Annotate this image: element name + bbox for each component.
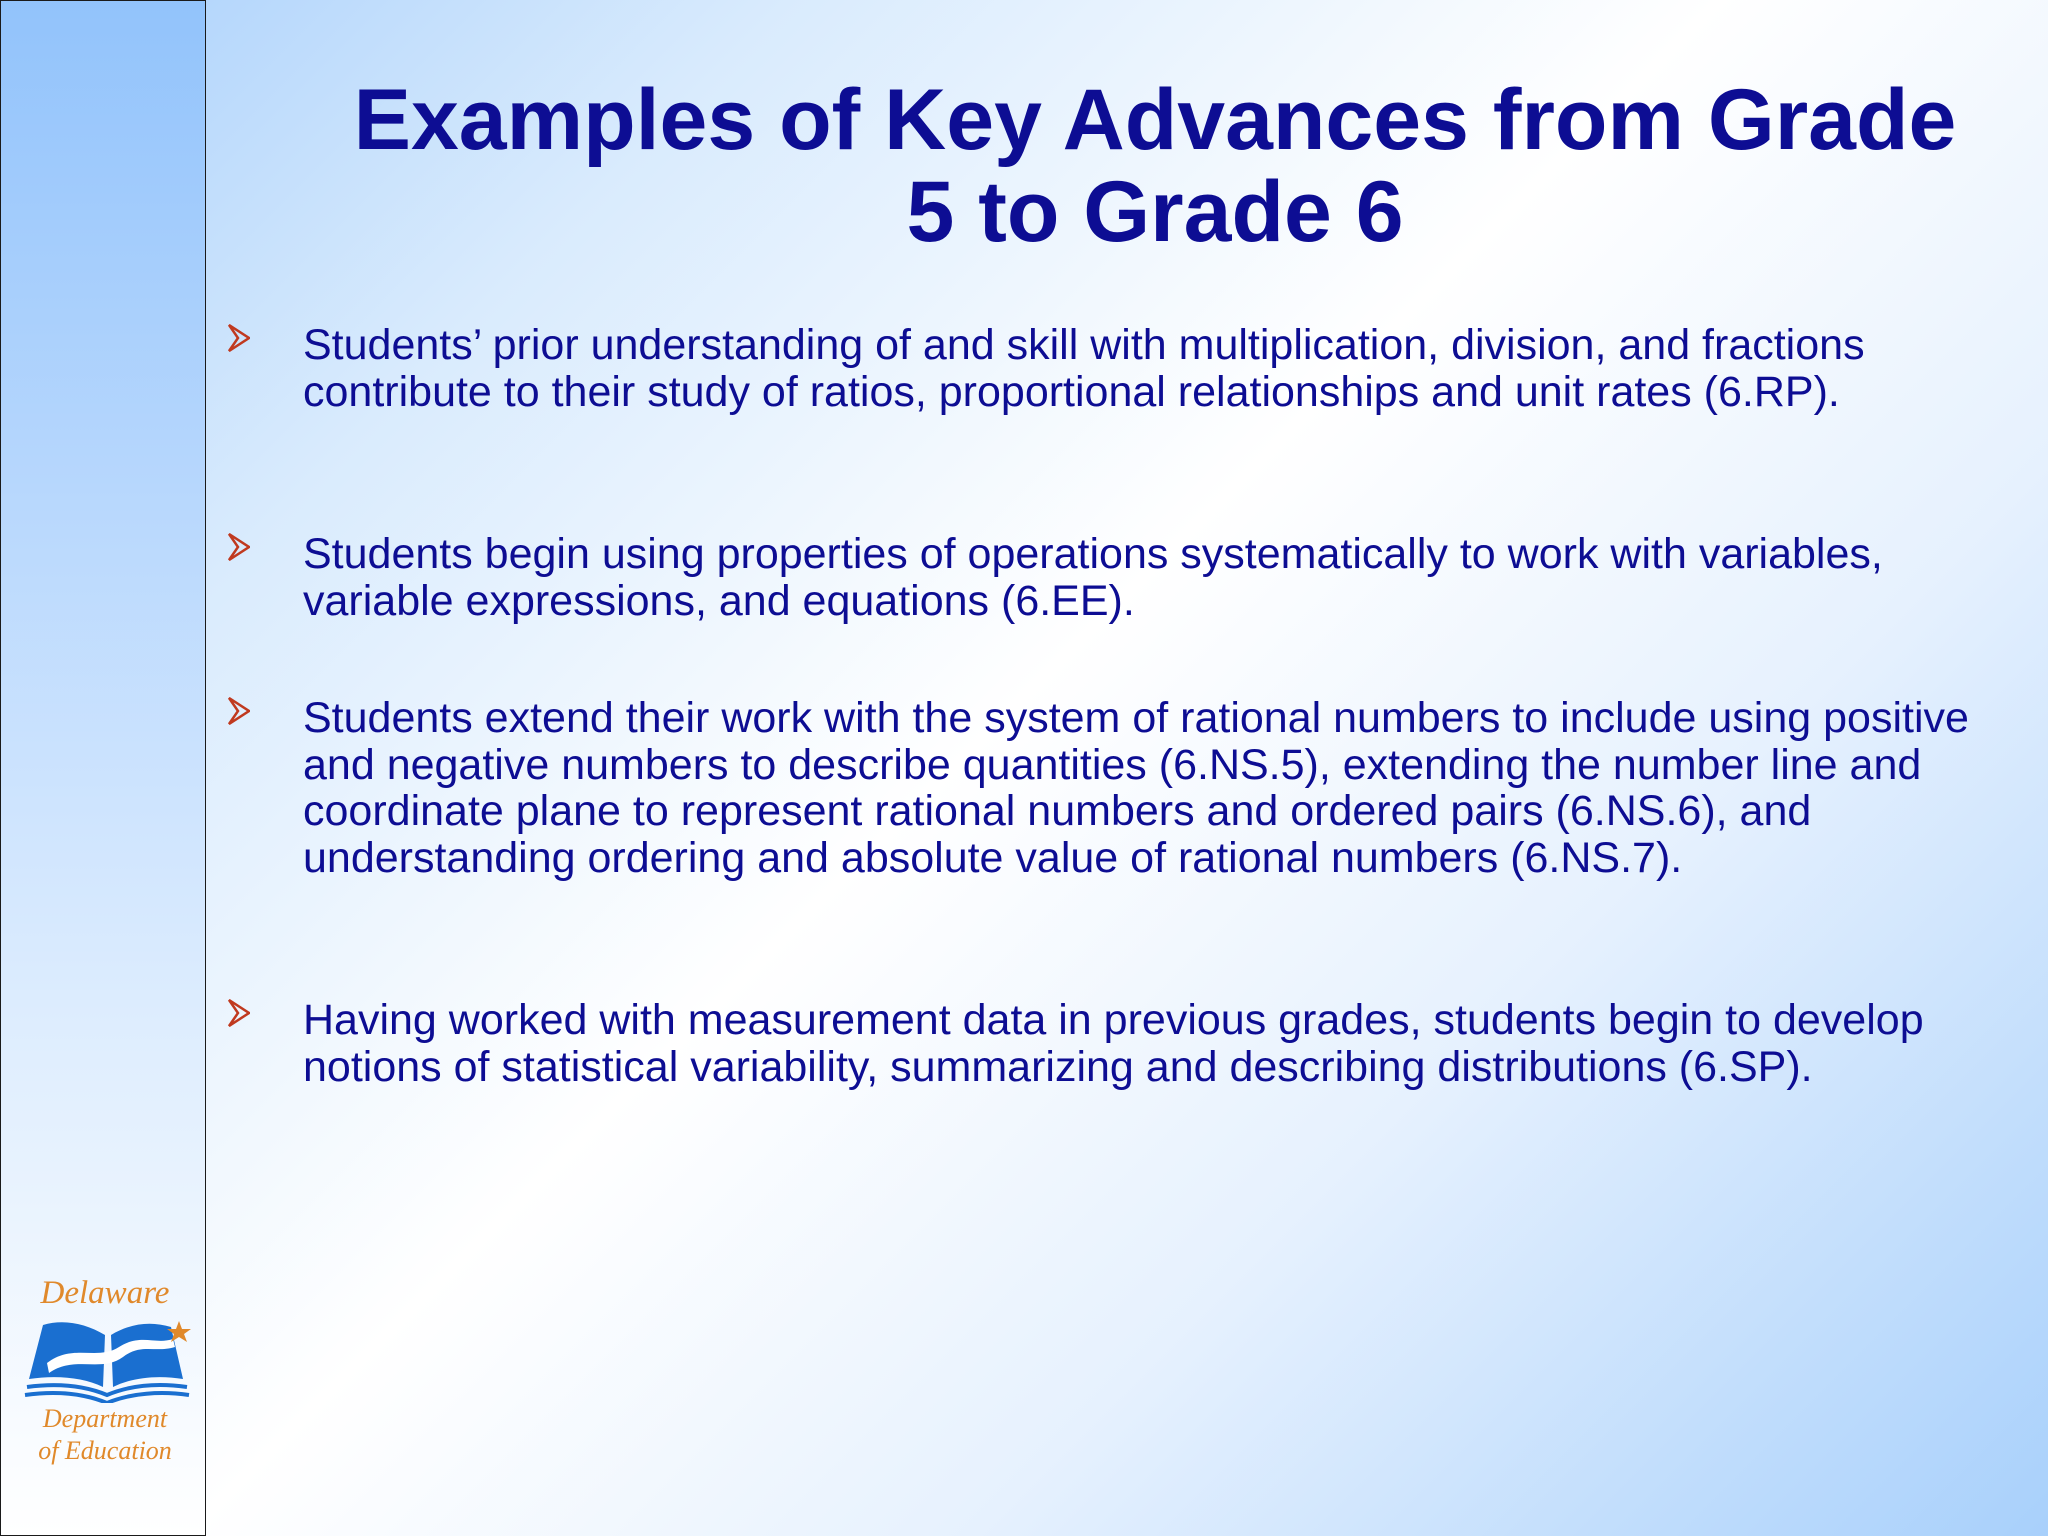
- arrowhead-bullet-icon: [228, 999, 250, 1027]
- bullet-text: Having worked with measurement data in previous grades, students begin to develop notions of statistical variability, summarizing and describing distributions (6.SP).: [303, 996, 1924, 1091]
- logo-text-department-line2: of Education: [38, 1436, 172, 1465]
- arrowhead-bullet-icon: [228, 324, 250, 352]
- bullet-text: Students extend their work with the system of rational numbers to include using positive and negative numbers to describe quantities (6.NS.5), extending the number line and coordinate plane to represent rational numbers and ordered pairs (6.NS.6), and understanding ordering and absolute value of rational numbers (6.NS.7).: [303, 694, 1969, 882]
- bullet-text: Students begin using properties of operations systematically to work with variables, variable expressions, and equations (6.EE).: [303, 530, 1883, 625]
- slide-title-line2: 5 to Grade 6: [906, 164, 1404, 260]
- logo-text-department-line1: Department: [42, 1404, 168, 1433]
- slide-title-line1: Examples of Key Advances from Grade: [353, 72, 1957, 168]
- bullet-text: Students’ prior understanding of and skill with multiplication, division, and fractions contribute to their study of ratios, proportional relationships and unit rates (6.RP).: [303, 321, 1865, 416]
- logo-text-delaware: Delaware: [40, 1275, 170, 1311]
- arrowhead-bullet-icon: [228, 533, 250, 561]
- arrowhead-bullet-icon: [228, 697, 250, 725]
